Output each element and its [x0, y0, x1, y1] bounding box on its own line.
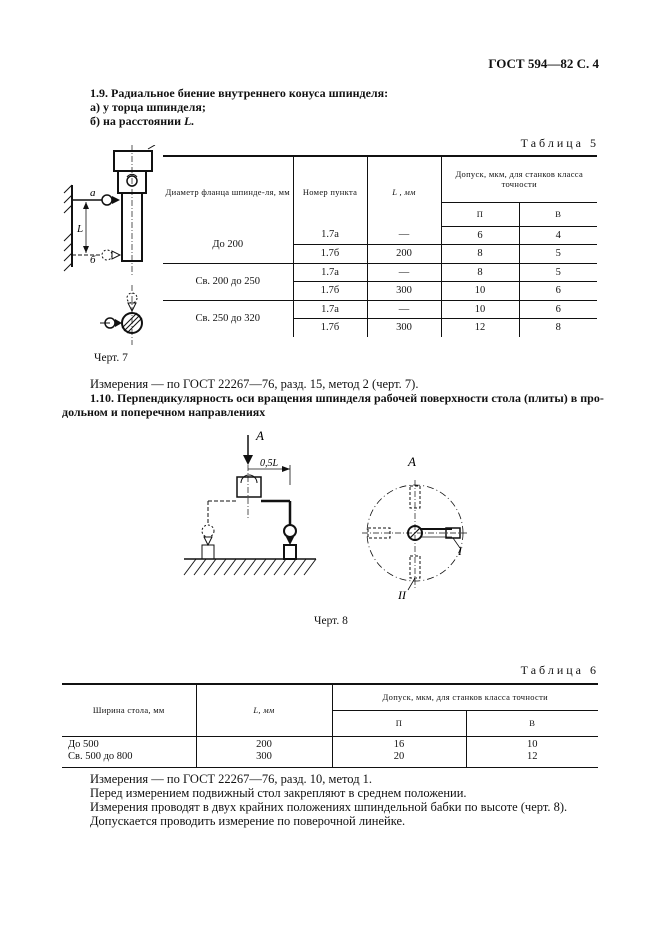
section-1-9-item-a: а) у торца шпинделя;: [90, 100, 206, 114]
t5-item: 1.7б: [293, 318, 367, 337]
t5-header-tolerance: Допуск, мкм, для станков класса точности: [441, 156, 597, 202]
measure-1-9: Измерения — по ГОСТ 22267—76, разд. 15, метод 2 (черт. 7).: [90, 377, 419, 391]
figure-8-side-view: [180, 425, 320, 580]
t5-L: —: [367, 226, 441, 244]
t5-p: 12: [441, 318, 519, 337]
fig8-label-05L: 0,5L: [260, 458, 279, 469]
footer-paragraph: Измерения проводят в двух крайних положениях шпиндельной бабки по высоте (черт. 8).: [90, 800, 568, 814]
footer-paragraph: Перед измерением подвижный стол закрепляют в среднем положении.: [90, 786, 467, 800]
fig8-caption: Черт. 8: [314, 615, 348, 627]
figure-8-top-view: [360, 450, 480, 600]
t5-p: 10: [441, 300, 519, 318]
footer-paragraph: Измерения — по ГОСТ 22267—76, разд. 10, метод 1.: [90, 772, 373, 786]
fig7-label-L: L: [77, 223, 84, 235]
t5-diameter: Св. 250 до 320: [163, 300, 293, 337]
t5-p: 8: [441, 244, 519, 263]
t5-L: —: [367, 263, 441, 281]
t5-L: 300: [367, 281, 441, 300]
t6-header-class-v: В: [466, 710, 598, 736]
t6-header-width: Ширина стола, мм: [62, 684, 196, 736]
t6-p: 16: [332, 736, 466, 751]
t6-width: Св. 500 до 800: [68, 750, 133, 762]
t6-v: 10: [466, 736, 598, 751]
t6-L: 200: [196, 736, 332, 751]
page-header: ГОСТ 594—82 С. 4: [488, 56, 599, 71]
t5-v: 4: [519, 226, 597, 244]
t5-L: —: [367, 300, 441, 318]
section-1-10-line2: дольном и поперечном направлениях: [62, 405, 266, 419]
fig7-label-b: б: [90, 254, 96, 266]
fig8-label-I: I: [458, 544, 462, 558]
t6-header-class-p: П: [332, 710, 466, 736]
t6-header-tolerance: Допуск, мкм, для станков класса точности: [332, 684, 598, 710]
t5-v: 6: [519, 300, 597, 318]
t5-item: 1.7б: [293, 244, 367, 263]
fig8-label-A-left: A: [256, 428, 264, 443]
t5-p: 10: [441, 281, 519, 300]
section-1-9-title: 1.9. Радиальное биение внутреннего конуса шпинделя:: [90, 86, 389, 100]
t5-header-L: L , мм: [367, 156, 441, 226]
t5-L: 300: [367, 318, 441, 337]
t6-p: 20: [332, 751, 466, 768]
fig8-label-A-right: A: [408, 454, 416, 469]
fig7-label-a: а: [90, 187, 96, 199]
t5-v: 6: [519, 281, 597, 300]
variable-L: L.: [183, 114, 195, 128]
fig7-caption: Черт. 7: [94, 352, 128, 364]
fig8-label-II: II: [398, 588, 406, 600]
t6-width: До 500: [68, 738, 99, 750]
t5-item: 1.7а: [293, 300, 367, 318]
t5-p: 8: [441, 263, 519, 281]
section-1-9-item-b: б) на расстоянии L.: [90, 114, 195, 128]
section-1-10-line1: 1.10. Перпендикулярность оси вращения шпинделя рабочей поверхности стола (плиты) в про-: [90, 391, 604, 405]
t5-item: 1.7б: [293, 281, 367, 300]
t5-v: 5: [519, 244, 597, 263]
figure-7-drawing: [60, 145, 170, 345]
t5-L: 200: [367, 244, 441, 263]
t5-header-diameter: Диаметр фланца шпинде-ля, мм: [163, 156, 293, 226]
t5-header-class-p: П: [441, 202, 519, 226]
table-6: [62, 683, 598, 768]
t6-header-L: L, мм: [196, 684, 332, 736]
t6-L: 300: [196, 751, 332, 768]
table-5: [163, 155, 597, 337]
table6-caption: Таблица 6: [520, 663, 599, 677]
t5-v: 8: [519, 318, 597, 337]
t5-item: 1.7а: [293, 263, 367, 281]
t5-item: 1.7а: [293, 226, 367, 244]
t6-v: 12: [466, 751, 598, 768]
t5-p: 6: [441, 226, 519, 244]
table5-caption: Таблица 5: [520, 136, 599, 150]
t5-header-item: Номер пункта: [293, 156, 367, 226]
footer-paragraph: Допускается проводить измерение по поверочной линейке.: [90, 814, 406, 828]
t5-diameter: Св. 200 до 250: [163, 263, 293, 300]
t5-v: 5: [519, 263, 597, 281]
t5-diameter: До 200: [163, 226, 293, 263]
t5-header-class-v: В: [519, 202, 597, 226]
